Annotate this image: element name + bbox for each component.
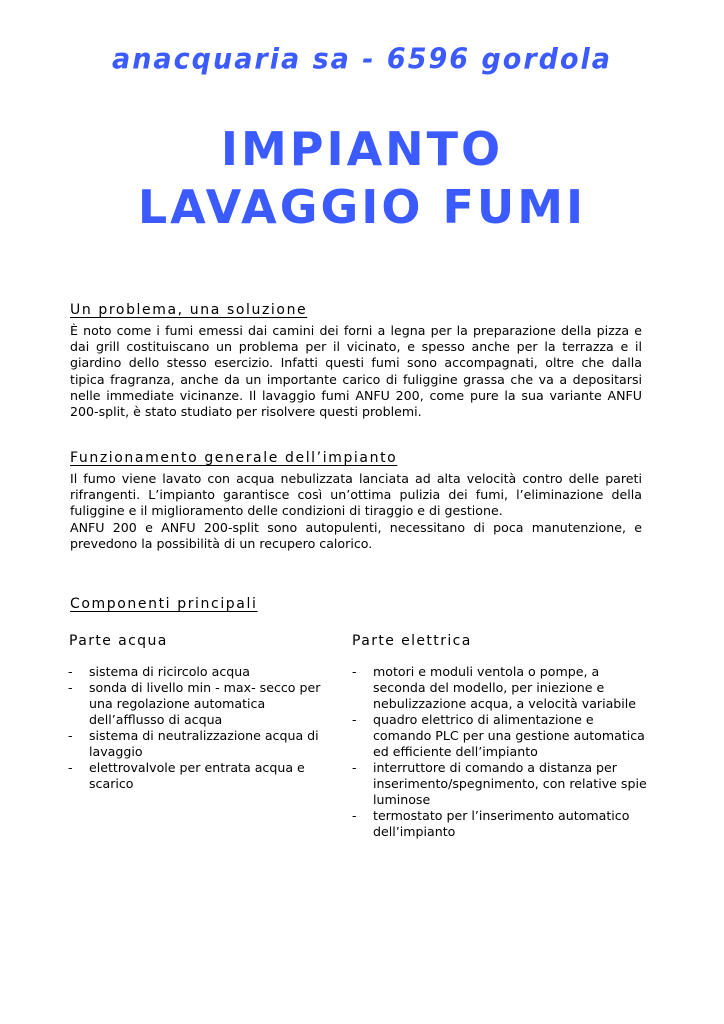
list-item <box>68 664 338 680</box>
list-item-text: sistema di neutralizzazione acqua di lavaggio <box>89 728 319 759</box>
bullet-dash: - <box>68 664 73 679</box>
paragraph: È noto come i fumi emessi dai camini dei forni a legna per la preparazione della pizza e dai grill costituiscano un problema per il vicinato, e spesso anche per la terrazza e il giardino dello stesso esercizio. Infatti questi fumi sono accompagnati, oltre che dalla tipica fragranza, anche da un importante carico di fuliggine grassa che va a depositarsi nelle immediate vicinanze. Il lavaggio fumi ANFU 200, come pure la sua variante ANFU 200-split, è stato studiato per risolvere questi problemi. <box>70 323 642 420</box>
list-item <box>68 760 338 792</box>
subheading-water-part: Parte acqua <box>69 633 168 649</box>
bullet-dash: - <box>68 728 73 743</box>
list-item <box>68 680 338 728</box>
bullet-dash: - <box>352 712 357 727</box>
section-heading-problem: Un problema, una soluzione <box>70 302 308 318</box>
electric-components-list <box>352 664 652 840</box>
list-item <box>352 808 652 840</box>
list-item <box>68 728 338 760</box>
list-item-text: elettrovalvole per entrata acqua e scarico <box>89 760 305 791</box>
document-title-line-2: LAVAGGIO FUMI <box>137 180 587 234</box>
list-item-text: quadro elettrico di alimentazione e comando PLC per una gestione automatica ed efficiente dell’impianto <box>373 712 645 759</box>
list-item-text: motori e moduli ventola o pompe, a seconda del modello, per iniezione e nebulizzazione acqua, a velocità variabile <box>373 664 637 711</box>
list-item <box>352 712 652 760</box>
bullet-dash: - <box>68 760 73 775</box>
section-text-function <box>70 471 642 552</box>
list-item-text: sistema di ricircolo acqua <box>89 664 250 679</box>
list-item-text: termostato per l’inserimento automatico dell’impianto <box>373 808 630 839</box>
bullet-dash: - <box>352 664 357 679</box>
section-heading-function: Funzionamento generale dell’impianto <box>70 450 398 466</box>
document-title-line-1: IMPIANTO <box>220 122 504 176</box>
paragraph: ANFU 200 e ANFU 200-split sono autopulenti, necessitano di poca manutenzione, e prevedono la possibilità di un recupero calorico. <box>70 519 642 551</box>
bullet-dash: - <box>352 808 357 823</box>
water-components-list <box>68 664 338 792</box>
list-item <box>352 760 652 808</box>
list-item-text: interruttore di comando a distanza per inserimento/spegnimento, con relative spie luminose <box>373 760 647 807</box>
company-name: anacquaria sa - 6596 gordola <box>111 43 612 76</box>
section-text-problem <box>70 323 642 420</box>
paragraph: Il fumo viene lavato con acqua nebulizzata lanciata ad alta velocità contro delle pareti rifrangenti. L’impianto garantisce così un’ottima pulizia dei fumi, l’eliminazione della fuliggine e il miglioramento delle condizioni di tiraggio e di gestione. <box>70 471 642 519</box>
list-item <box>352 664 652 712</box>
bullet-dash: - <box>352 760 357 775</box>
list-item-text: sonda di livello min - max- secco per una regolazione automatica dell’afflusso di acqua <box>89 680 321 727</box>
section-heading-components: Componenti principali <box>70 596 258 612</box>
subheading-electric-part: Parte elettrica <box>352 633 472 649</box>
bullet-dash: - <box>68 680 73 695</box>
